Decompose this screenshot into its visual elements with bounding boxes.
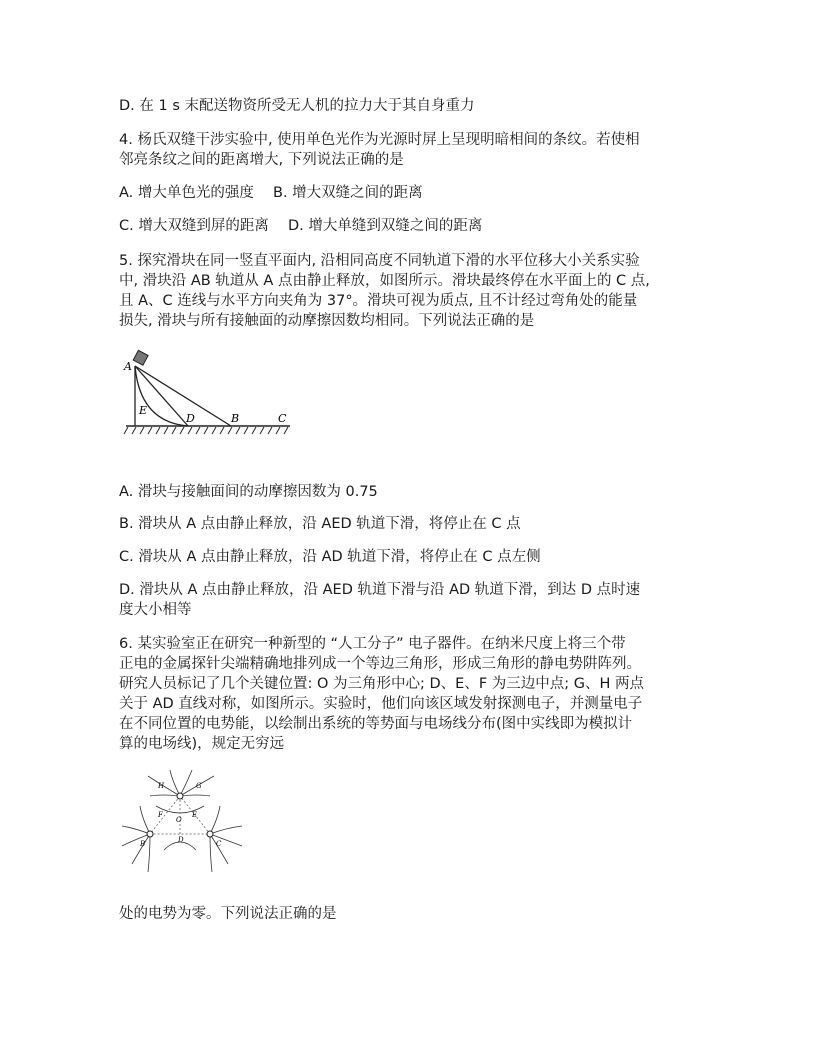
point-label-h: H (158, 782, 165, 790)
q6-stem-line: 6. 某实验室正在研究一种新型的 “人工分子” 电子器件。在纳米尺度上将三个带 (119, 636, 626, 652)
field-lines (122, 770, 242, 872)
point-label-e: E (139, 404, 148, 417)
charge-a (177, 793, 183, 799)
q5-stem-line: 5. 探究滑块在同一竖直平面内, 沿相同高度不同轨道下滑的水平位移大小关系实验 (119, 253, 640, 269)
q5-stem-line: 且 A、C 连线与水平方向夹角为 37°。滑块可视为质点, 且不计经过弯角处的能量 (119, 293, 638, 309)
q6-continuation: 处的电势为零。下列说法正确的是 (119, 906, 337, 922)
slide-track-figure (118, 346, 298, 438)
q5-option-b: B. 滑块从 A 点由静止释放，沿 AED 轨道下滑，将停止在 C 点 (119, 516, 521, 532)
q4-stem-line: 4. 杨氏双缝干涉实验中, 使用单色光作为光源时屏上呈现明暗相间的条纹。若使相 (119, 132, 640, 148)
electric-field-figure (120, 770, 244, 874)
q5-stem-line: 损失, 滑块与所有接触面的动摩擦因数均相同。下列说法正确的是 (119, 313, 535, 329)
q4-stem-line: 邻亮条纹之间的距离增大, 下列说法正确的是 (119, 152, 404, 168)
point-label-e: E (192, 811, 198, 819)
q5-option-d-line: 度大小相等 (119, 602, 192, 618)
track-ab (135, 366, 231, 426)
q5-option-a: A. 滑块与接触面间的动摩擦因数为 0.75 (119, 484, 378, 500)
q6-stem-line: 研究人员标记了几个关键位置: O 为三角形中心; D、E、F 为三边中点; G、H 两点 (119, 676, 645, 692)
q6-stem-line: 算的电场线)，规定无穷远 (119, 736, 285, 752)
charge-c (207, 831, 213, 837)
q4-options-row1: A. 增大单色光的强度 B. 增大双缝之间的距离 (119, 185, 423, 201)
q6-stem (119, 634, 699, 754)
q5-option-d-line: D. 滑块从 A 点由静止释放，沿 AED 轨道下滑与沿 AD 轨道下滑，到达 D 点时速 (119, 582, 641, 598)
q3-option-d: D. 在 1 s 末配送物资所受无人机的拉力大于其自身重力 (119, 98, 475, 114)
q5-option-c: C. 滑块从 A 点由静止释放，沿 AD 轨道下滑，将停止在 C 点左侧 (119, 549, 541, 565)
q5-stem (119, 251, 699, 331)
point-label-b: B (140, 840, 146, 848)
point-label-d: D (178, 836, 184, 844)
q6-stem-line: 在不同位置的电势能，以绘制出系统的等势面与电场线分布(图中实线即为模拟计 (119, 716, 633, 732)
slider-block (133, 350, 148, 365)
point-label-a: A (124, 360, 132, 373)
charge-b (147, 831, 153, 837)
point-label-d: D (186, 412, 195, 425)
point-label-f: F (158, 811, 163, 819)
point-label-b: B (231, 412, 240, 425)
point-label-o: O (176, 816, 182, 824)
q6-stem-line: 关于 AD 直线对称，如图所示。实验时，他们向该区域发射探测电子，并测量电子 (119, 696, 643, 712)
q6-stem-line: 正电的金属探针尖端精确地排列成一个等边三角形，形成三角形的静电势阱阵列。 (119, 656, 641, 672)
q5-option-d (119, 580, 699, 620)
q4-options-row2: C. 增大双缝到屏的距离 D. 增大单缝到双缝之间的距离 (119, 218, 483, 234)
q5-stem-line: 中, 滑块沿 AB 轨道从 A 点由静止释放，如图所示。滑块最终停在水平面上的 C 点, (119, 273, 650, 289)
point-label-c: C (278, 412, 287, 425)
point-label-c: C (216, 840, 222, 848)
point-label-g: G (196, 782, 202, 790)
q4-stem (119, 130, 699, 170)
ground-hatching (124, 427, 288, 434)
